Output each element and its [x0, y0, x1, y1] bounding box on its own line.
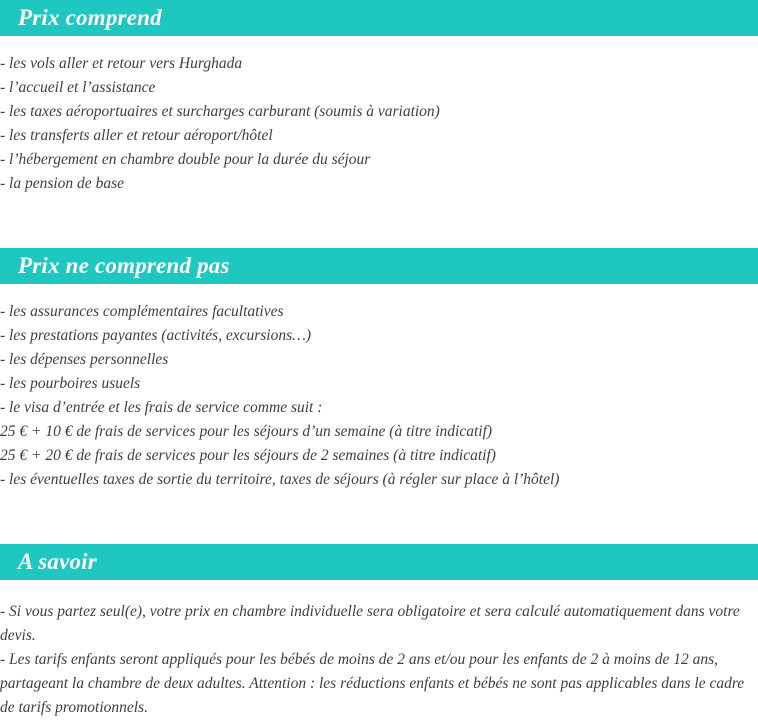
section-good-to-know: [0, 544, 758, 720]
section-body-good-to-know: [0, 580, 758, 720]
section-body-price-excludes: [0, 284, 758, 492]
list-item: - les vols aller et retour vers Hurghada: [0, 55, 243, 72]
list-item: - les dépenses personnelles: [0, 351, 169, 368]
list-item: - la pension de base: [0, 175, 124, 192]
list-item: - les taxes aéroportuaires et surcharges carburant (soumis à variation): [0, 103, 440, 120]
list-item: - les éventuelles taxes de sortie du territoire, taxes de séjours (à régler sur place à l’hôtel): [0, 471, 560, 488]
section-spacer: [0, 492, 758, 544]
paragraph: - Les tarifs enfants seront appliqués pour les bébés de moins de 2 ans et/ou pour les enfants de 2 à moins de 12 ans, partageant la chambre de deux adultes. Attention : les réductions enfants et bébés ne sont pas applicables dans le cadre de tarifs promotionnels.: [0, 651, 745, 716]
list-item: - les prestations payantes (activités, excursions…): [0, 327, 312, 344]
list-item: - le visa d’entrée et les frais de service comme suit :: [0, 399, 323, 416]
list-item: 25 € + 20 € de frais de services pour les séjours de 2 semaines (à titre indicatif): [0, 447, 496, 464]
list-item: - les pourboires usuels: [0, 375, 141, 392]
section-title-price-excludes: Prix ne comprend pas: [0, 248, 758, 284]
spacer: [0, 284, 748, 300]
section-body-price-includes: [0, 36, 758, 196]
section-spacer: [0, 196, 758, 248]
section-title-good-to-know: A savoir: [0, 544, 758, 580]
list-item: - les assurances complémentaires facultatives: [0, 303, 284, 320]
section-title-price-includes: Prix comprend: [0, 0, 758, 36]
spacer: [0, 36, 748, 52]
list-item: - l’accueil et l’assistance: [0, 79, 156, 96]
spacer: [0, 580, 748, 600]
section-price-includes: [0, 0, 758, 196]
paragraph: - Si vous partez seul(e), votre prix en chambre individuelle sera obligatoire et sera calculé automatiquement dans votre devis.: [0, 603, 740, 644]
list-item: - l’hébergement en chambre double pour la durée du séjour: [0, 151, 371, 168]
list-item: - les transferts aller et retour aéroport/hôtel: [0, 127, 273, 144]
list-item: 25 € + 10 € de frais de services pour les séjours d’un semaine (à titre indicatif): [0, 423, 493, 440]
section-price-excludes: [0, 248, 758, 492]
